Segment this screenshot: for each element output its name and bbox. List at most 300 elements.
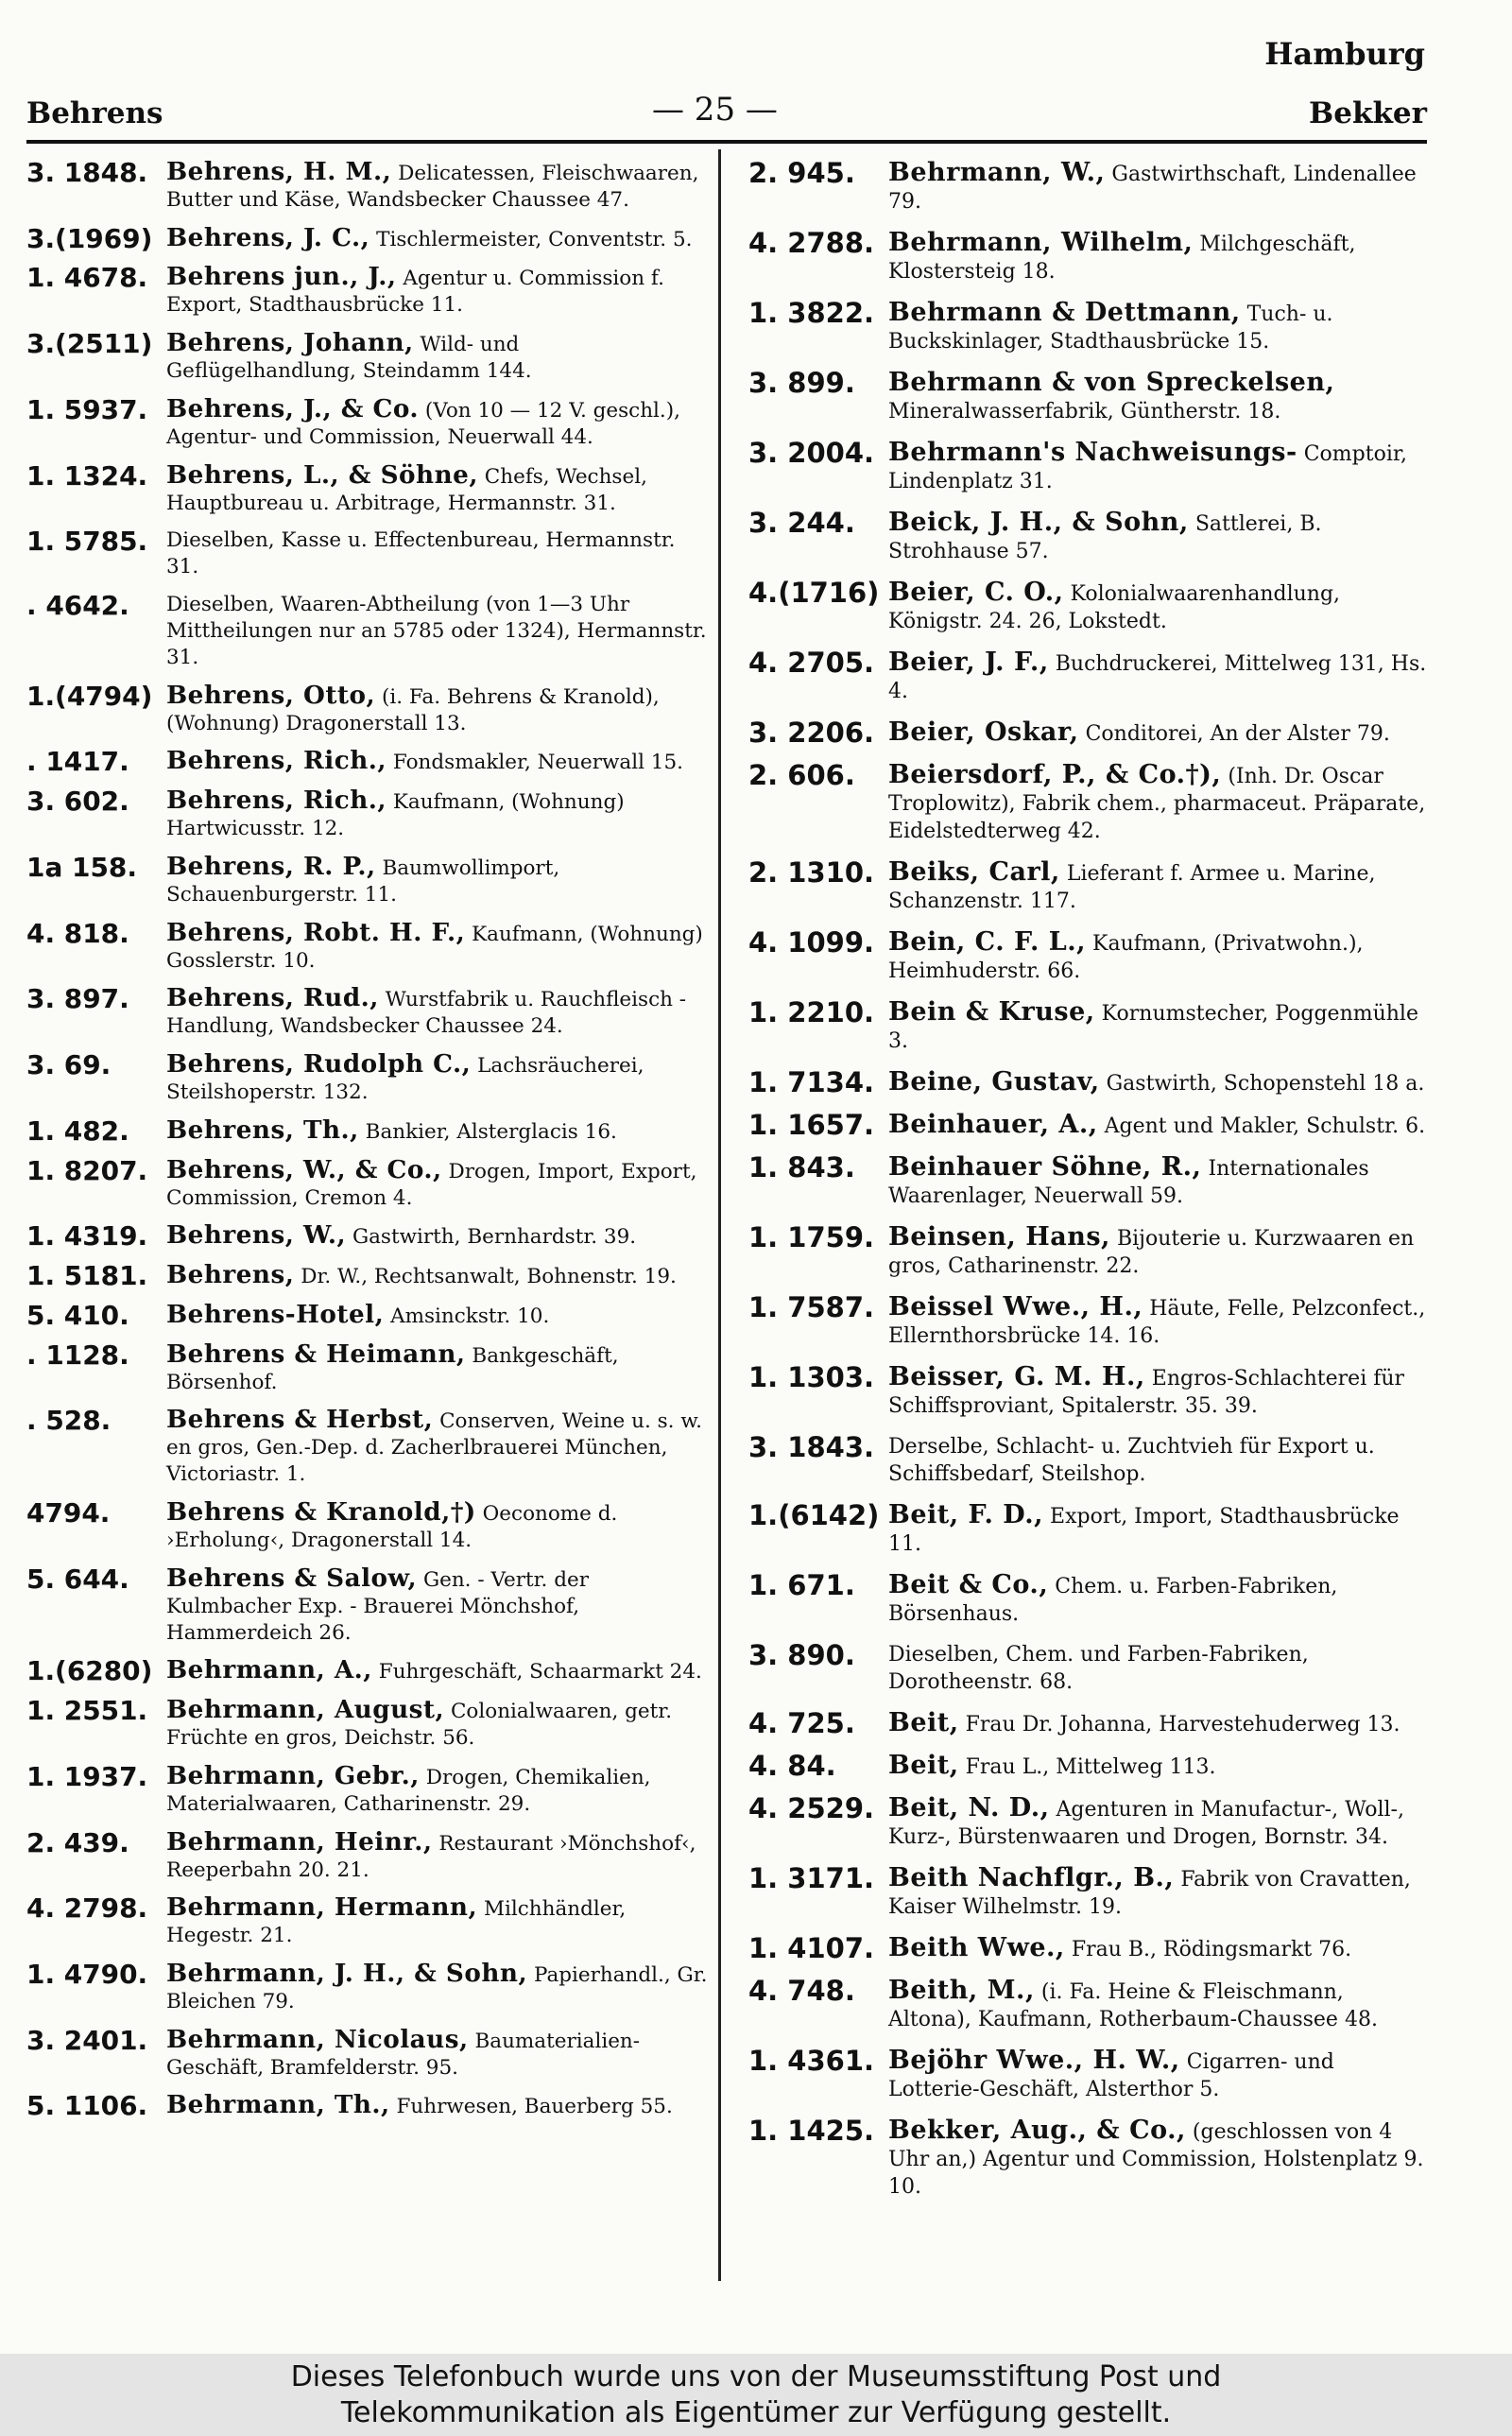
- entry-number: 1. 5785.: [26, 526, 148, 558]
- entry-body: [166, 1499, 709, 1554]
- directory-entry: [748, 858, 1429, 915]
- directory-entry: [26, 264, 709, 319]
- entry-text: Frau L., Mittelweg 113.: [965, 1755, 1216, 1779]
- entry-text: Amsinckstr. 10.: [390, 1304, 550, 1328]
- entry-number: 4794.: [26, 1497, 111, 1529]
- entry-name: Bein, C. F. L.,: [888, 927, 1087, 957]
- entry-name: Beier, J. F.,: [888, 648, 1049, 677]
- directory-entry: [26, 1894, 709, 1949]
- entry-name: Beith Nachflgr., B.,: [888, 1863, 1175, 1892]
- entry-text: Conserven, Weine u. s. w. en gros, Gen.-Dep. d. Zacherlbrauerei München, Victoriastr. 1.: [166, 1409, 703, 1487]
- entry-name: Behrens, Robt. H. F.,: [166, 917, 466, 947]
- entry-name: Behrens, Johann,: [166, 328, 414, 358]
- entry-text: Frau B., Rödingsmarkt 76.: [1071, 1938, 1352, 1961]
- entry-text: Dr. W., Rechtsanwalt, Bohnenstr. 19.: [301, 1265, 677, 1289]
- entry-number: 5. 644.: [26, 1563, 129, 1595]
- entry-name: Behrens, Th.,: [166, 1114, 359, 1145]
- entry-name: Beissel Wwe., H.,: [888, 1292, 1143, 1322]
- directory-entry: [748, 1864, 1429, 1921]
- entry-text: Wild- und Geflügelhandlung, Steindamm 144.: [166, 333, 532, 384]
- directory-entry: [748, 2116, 1429, 2201]
- entry-body: [888, 928, 1429, 985]
- entry-name: Behrens, Otto,: [166, 680, 376, 710]
- entry-body: [888, 858, 1429, 915]
- directory-entry: [26, 527, 709, 580]
- entry-name: Behrmann, Th.,: [166, 2090, 390, 2120]
- entry-name: Behrens, Rud.,: [166, 983, 379, 1013]
- entry-body: [166, 222, 709, 253]
- directory-entry: [26, 159, 709, 214]
- entry-body: [166, 682, 709, 737]
- entry-body: [888, 509, 1429, 565]
- entry-body: [888, 761, 1429, 845]
- directory-entry: [748, 1571, 1429, 1628]
- entry-number: 4. 2529.: [748, 1792, 875, 1824]
- entry-body: [166, 1407, 709, 1488]
- entry-text: Delicatessen, Fleischwaaren, Butter und Käse, Wandsbecker Chaussee 47.: [166, 162, 699, 212]
- entry-text: Kornumstecher, Poggenmühle 3.: [888, 1002, 1418, 1053]
- entry-number: 1a 158.: [26, 851, 137, 883]
- entry-text: Dieselben, Waaren-Abtheilung (von 1—3 Uhr Mittheilungen nur an 5785 oder 1324), Hermannstr. 31.: [166, 593, 707, 669]
- entry-number: 3. 69.: [26, 1049, 112, 1081]
- entry-number: 3. 1843.: [748, 1431, 875, 1463]
- entry-name: Beit & Co.,: [888, 1570, 1049, 1599]
- entry-body: [166, 1051, 709, 1106]
- header-rule: [26, 140, 1427, 144]
- entry-body: [166, 1826, 709, 1884]
- entry-name: Behrens, W., & Co.,: [166, 1154, 442, 1184]
- entry-body: [166, 985, 709, 1040]
- entry-body: [166, 1760, 709, 1818]
- entry-number: 5. 410.: [26, 1299, 129, 1331]
- entry-name: Beier, C. O.,: [888, 578, 1064, 607]
- entry-text: Lieferant f. Armee u. Marine, Schanzenstr. 117.: [888, 862, 1376, 913]
- entry-body: [888, 648, 1429, 705]
- directory-entry: [748, 998, 1429, 1055]
- entry-name: Behrens & Herbst,: [166, 1405, 434, 1435]
- entry-number: . 528.: [26, 1405, 112, 1437]
- entry-number: 3. 890.: [748, 1639, 855, 1671]
- entry-name: Beinhauer, A.,: [888, 1110, 1098, 1139]
- entry-number: 1. 1759.: [748, 1221, 875, 1253]
- entry-number: 3.(2511): [26, 328, 153, 360]
- entry-body: [888, 1571, 1429, 1628]
- page-number: — 25 —: [652, 91, 778, 129]
- left-keyword: Behrens: [26, 96, 163, 130]
- entry-text: Gen. - Vertr. der Kulmbacher Exp. - Brauerei Mönchshof, Hammerdeich 26.: [166, 1567, 589, 1645]
- directory-entry: [748, 2047, 1429, 2103]
- entry-text: Conditorei, An der Alster 79.: [1085, 722, 1390, 746]
- entry-text: Fuhrwesen, Bauerberg 55.: [396, 2095, 673, 2119]
- entry-text: Bankgeschäft, Börsenhof.: [166, 1343, 619, 1394]
- entry-body: [888, 2116, 1429, 2201]
- entry-text: Wurstfabrik u. Rauchfleisch - Handlung, Wandsbecker Chaussee 24.: [166, 988, 687, 1039]
- entry-number: 1. 5181.: [26, 1260, 148, 1292]
- directory-entry: [748, 761, 1429, 845]
- entry-text: Chem. u. Farben-Fabriken, Börsenhaus.: [888, 1575, 1338, 1626]
- entry-name: Beiks, Carl,: [888, 857, 1060, 887]
- directory-entry: [748, 369, 1429, 425]
- directory-entry: [748, 1433, 1429, 1488]
- directory-entry: [748, 1111, 1429, 1140]
- entry-name: Beiersdorf, P., & Co.†),: [888, 760, 1222, 789]
- entry-body: [888, 1068, 1429, 1097]
- entry-body: [166, 2024, 709, 2082]
- entry-text: (i. Fa. Heine & Fleischmann, Altona), Kaufmann, Rotherbaum-Chaussee 48.: [888, 1980, 1378, 2031]
- entry-text: Tuch- u. Buckskinlager, Stadthausbrücke 15.: [888, 302, 1333, 354]
- entry-text: Chefs, Wechsel, Hauptbureau u. Arbitrage, Hermannstr. 31.: [166, 464, 647, 515]
- entry-text: (geschlossen von 4 Uhr an,) Agentur und Commission, Holstenplatz 9. 10.: [888, 2120, 1424, 2199]
- directory-entry: [748, 648, 1429, 705]
- entry-name: Beick, J. H., & Sohn,: [888, 508, 1189, 537]
- entry-body: [166, 592, 709, 671]
- entry-number: 1. 482.: [26, 1114, 129, 1147]
- entry-number: 4. 84.: [748, 1750, 836, 1782]
- directory-entry: [26, 1299, 709, 1331]
- entry-text: Mineralwasserfabrik, Güntherstr. 18.: [888, 400, 1281, 423]
- entry-body: [166, 159, 709, 214]
- entry-name: Beisser, G. M. H.,: [888, 1362, 1145, 1391]
- entry-body: [166, 1154, 709, 1212]
- directory-entry: [26, 459, 709, 517]
- entry-text: Engros-Schlachterei für Schiffsproviant, Spitalerstr. 35. 39.: [888, 1367, 1405, 1418]
- entry-body: [166, 787, 709, 842]
- entry-number: 3. 2401.: [26, 2024, 148, 2056]
- entry-text: Fuhrgeschäft, Schaarmarkt 24.: [378, 1660, 702, 1684]
- entry-text: Kolonialwaarenhandlung, Königstr. 24. 26, Lokstedt.: [888, 582, 1341, 633]
- entry-text: Colonialwaaren, getr. Früchte en gros, Deichstr. 56.: [166, 1700, 673, 1751]
- column-divider: [718, 149, 721, 2281]
- entry-name: Behrmann, W.,: [888, 158, 1106, 187]
- entry-body: [166, 851, 709, 908]
- entry-text: Häute, Felle, Pelzconfect., Ellernthorsbrücke 14. 16.: [888, 1297, 1426, 1348]
- entry-text: Frau Dr. Johanna, Harvestehuderweg 13.: [965, 1713, 1400, 1736]
- entry-text: Cigarren- und Lotterie-Geschäft, Alsterthor 5.: [888, 2050, 1334, 2101]
- entry-text: Sattlerei, B. Strohhause 57.: [888, 512, 1322, 563]
- entry-name: Behrmann, Heinr.,: [166, 1826, 433, 1857]
- entry-body: [888, 579, 1429, 635]
- directory-entry: [748, 159, 1429, 216]
- directory-entry: [26, 1961, 709, 2015]
- entry-number: 1. 5937.: [26, 393, 148, 425]
- entry-number: 1.(6142): [748, 1499, 880, 1531]
- entry-body: [166, 459, 709, 517]
- entry-body: [166, 748, 709, 776]
- entry-name: Behrens, Rudolph C.,: [166, 1049, 472, 1080]
- entry-name: Beinsen, Hans,: [888, 1222, 1110, 1252]
- entry-name: Bekker, Aug., & Co.,: [888, 2116, 1186, 2145]
- entry-number: 1. 671.: [748, 1569, 855, 1601]
- entry-body: [166, 527, 709, 580]
- entry-name: Behrens,: [166, 1260, 295, 1290]
- entry-text: Oeconome d. ›Erholung‹, Dragonerstall 14.: [166, 1502, 618, 1552]
- entry-name: Beier, Oskar,: [888, 717, 1079, 747]
- directory-entry: [748, 229, 1429, 285]
- entry-body: [888, 369, 1429, 425]
- directory-entry: [748, 1977, 1429, 2033]
- entry-number: 4. 818.: [26, 917, 129, 949]
- directory-entry: [26, 1826, 709, 1884]
- entry-text: Derselbe, Schlacht- u. Zuchtvieh für Export u. Schiffsbedarf, Steilshop.: [888, 1435, 1375, 1486]
- entry-name: Behrmann & Dettmann,: [888, 298, 1241, 327]
- entry-name: Bein & Kruse,: [888, 997, 1095, 1027]
- entry-text: Papierhandl., Gr. Bleichen 79.: [166, 1963, 708, 2013]
- entry-number: 1. 7134.: [748, 1066, 875, 1098]
- left-column: [26, 159, 709, 2132]
- entry-name: Behrens, Rich.,: [166, 786, 387, 816]
- directory-entry: [748, 1641, 1429, 1696]
- entry-number: 3. 2206.: [748, 717, 875, 749]
- entry-body: [166, 2092, 709, 2120]
- entry-number: 4. 2705.: [748, 647, 875, 679]
- entry-number: 1. 1303.: [748, 1361, 875, 1393]
- entry-text: Comptoir, Lindenplatz 31.: [888, 442, 1407, 493]
- entry-number: 1. 1425.: [748, 2115, 875, 2147]
- entry-body: [888, 1794, 1429, 1851]
- entry-body: [888, 1501, 1429, 1558]
- entry-number: 1. 3171.: [748, 1862, 875, 1894]
- entry-number: 1. 2551.: [26, 1695, 148, 1727]
- entry-number: 1. 1324.: [26, 459, 148, 492]
- directory-entry: [26, 682, 709, 737]
- right-keyword: Bekker: [1309, 96, 1427, 130]
- entry-number: 1. 4107.: [748, 1932, 875, 1964]
- entry-name: Beit,: [888, 1751, 959, 1780]
- entry-body: [888, 998, 1429, 1055]
- entry-number: 4. 748.: [748, 1975, 855, 2007]
- entry-text: Dieselben, Chem. und Farben-Fabriken, Dorotheenstr. 68.: [888, 1643, 1309, 1694]
- entry-number: 1. 2210.: [748, 996, 875, 1028]
- footer-line-1: Dieses Telefonbuch wurde uns von der Museumsstiftung Post und: [290, 2360, 1222, 2393]
- directory-entry: [26, 592, 709, 671]
- directory-entry: [748, 1501, 1429, 1558]
- entry-name: Beit, F. D.,: [888, 1500, 1044, 1529]
- entry-text: Buchdruckerei, Mittelweg 131, Hs. 4.: [888, 652, 1427, 703]
- entry-body: [888, 229, 1429, 285]
- entry-body: [166, 1299, 709, 1330]
- entry-number: 2. 606.: [748, 759, 855, 791]
- directory-entry: [26, 393, 709, 451]
- directory-entry: [26, 1262, 709, 1290]
- entry-number: 1. 4678.: [26, 262, 148, 294]
- directory-entry: [26, 2024, 709, 2082]
- entry-number: 3. 1848.: [26, 157, 148, 188]
- entry-number: 2. 945.: [748, 157, 855, 189]
- entry-name: Behrens & Salow,: [166, 1563, 418, 1593]
- entry-name: Behrmann & von Spreckelsen,: [888, 368, 1335, 397]
- directory-entry: [748, 1223, 1429, 1280]
- entry-name: Behrmann, August,: [166, 1695, 445, 1725]
- entry-body: [888, 1752, 1429, 1781]
- entry-body: [166, 1961, 709, 2015]
- entry-name: Behrens, R. P.,: [166, 851, 376, 881]
- entry-text: Fondsmakler, Neuerwall 15.: [392, 751, 683, 775]
- entry-body: [888, 299, 1429, 355]
- entry-name: Beith Wwe.,: [888, 1933, 1065, 1962]
- entry-text: (i. Fa. Behrens & Kranold), (Wohnung) Dragonerstall 13.: [166, 684, 660, 735]
- entry-number: 4. 1099.: [748, 926, 875, 959]
- entry-body: [888, 1864, 1429, 1921]
- entry-body: [888, 2047, 1429, 2103]
- directory-entry: [26, 851, 709, 908]
- entry-text: Gastwirth, Schopenstehl 18 a.: [1106, 1072, 1425, 1096]
- entry-text: Drogen, Chemikalien, Materialwaaren, Catharinenstr. 29.: [166, 1765, 651, 1816]
- entry-name: Behrmann, Hermann,: [166, 1892, 478, 1923]
- directory-entry: [26, 985, 709, 1040]
- entry-name: Behrens, L., & Söhne,: [166, 459, 478, 490]
- entry-text: Gastwirthschaft, Lindenallee 79.: [888, 163, 1417, 214]
- entry-body: [888, 1293, 1429, 1350]
- directory-entry: [748, 718, 1429, 748]
- directory-entry: [26, 222, 709, 254]
- directory-entry: [748, 1363, 1429, 1420]
- entry-text: Restaurant ›Mönchshof‹, Reeperbahn 20. 21.: [166, 1831, 696, 1882]
- entry-number: 1. 3822.: [748, 297, 875, 329]
- entry-text: Milchgeschäft, Klostersteig 18.: [888, 233, 1356, 284]
- right-column: [748, 159, 1429, 2214]
- entry-body: [888, 1977, 1429, 2033]
- entry-text: Drogen, Import, Export, Commission, Cremon 4.: [166, 1159, 697, 1210]
- entry-body: [166, 1657, 709, 1685]
- entry-body: [888, 1641, 1429, 1696]
- entry-name: Behrmann, A.,: [166, 1655, 372, 1685]
- entry-text: Tischlermeister, Conventstr. 5.: [376, 227, 693, 251]
- entry-number: 3. 244.: [748, 507, 855, 539]
- entry-number: 2. 439.: [26, 1826, 129, 1858]
- entry-name: Behrens-Hotel,: [166, 1299, 385, 1329]
- directory-entry: [748, 1293, 1429, 1350]
- entry-body: [888, 439, 1429, 495]
- entry-number: 3. 602.: [26, 786, 129, 818]
- entry-text: Lachsräucherei, Steilshoperstr. 132.: [166, 1054, 644, 1105]
- directory-entry: [748, 1709, 1429, 1738]
- directory-entry: [748, 1068, 1429, 1097]
- entry-number: . 1128.: [26, 1339, 129, 1371]
- directory-entry: [26, 917, 709, 975]
- entry-number: 1. 8207.: [26, 1154, 148, 1186]
- entry-name: Beit,: [888, 1708, 959, 1737]
- entry-number: 1.(6280): [26, 1655, 153, 1687]
- entry-body: [166, 1341, 709, 1396]
- entry-number: 1. 1657.: [748, 1109, 875, 1141]
- directory-entry: [748, 1153, 1429, 1210]
- entry-name: Behrens, J., & Co.: [166, 393, 420, 423]
- directory-entry: [26, 1697, 709, 1752]
- directory-entry: [748, 1934, 1429, 1963]
- entry-text: Bijouterie u. Kurzwaaren en gros, Catharinenstr. 22.: [888, 1227, 1415, 1278]
- entry-body: [166, 330, 709, 385]
- directory-entry: [748, 928, 1429, 985]
- entry-body: [888, 1433, 1429, 1488]
- entry-number: 1.(4794): [26, 680, 153, 712]
- directory-entry: [26, 1114, 709, 1147]
- entry-body: [888, 1153, 1429, 1210]
- entry-body: [888, 1111, 1429, 1140]
- entry-body: [888, 1934, 1429, 1963]
- entry-number: 1. 7587.: [748, 1291, 875, 1323]
- entry-text: Baumaterialien-Geschäft, Bramfelderstr. 95.: [166, 2029, 641, 2080]
- entry-name: Behrmann, Wilhelm,: [888, 228, 1194, 257]
- entry-body: [166, 393, 709, 451]
- entry-name: Behrens, J. C.,: [166, 222, 370, 252]
- entry-text: Agenturen in Manufactur-, Woll-, Kurz-, Bürstenwaaren und Drogen, Bornstr. 34.: [888, 1798, 1404, 1849]
- directory-entry: [26, 330, 709, 385]
- entry-number: 5. 1106.: [26, 2090, 148, 2122]
- entry-number: . 4642.: [26, 590, 129, 622]
- entry-name: Behrens & Kranold,†): [166, 1497, 476, 1527]
- entry-name: Beit, N. D.,: [888, 1793, 1050, 1823]
- entry-name: Behrens & Heimann,: [166, 1339, 466, 1369]
- entry-number: . 1417.: [26, 746, 129, 778]
- directory-entry: [748, 1752, 1429, 1781]
- entry-number: 4.(1716): [748, 577, 880, 609]
- entry-body: [166, 1222, 709, 1251]
- entry-body: [888, 1709, 1429, 1738]
- entry-name: Behrens, H. M.,: [166, 157, 392, 186]
- entry-body: [888, 1363, 1429, 1420]
- footer-line-2: Telekommunikation als Eigentümer zur Verfügung gestellt.: [340, 2396, 1172, 2429]
- entry-number: 3. 2004.: [748, 437, 875, 469]
- entry-number: 2. 1310.: [748, 856, 875, 889]
- directory-entry: [26, 1760, 709, 1818]
- entry-name: Beine, Gustav,: [888, 1067, 1100, 1097]
- entry-body: [166, 917, 709, 975]
- entry-body: [166, 1894, 709, 1949]
- directory-entry: [26, 1341, 709, 1396]
- entry-name: Behrens, Rich.,: [166, 746, 387, 776]
- directory-entry: [26, 1222, 709, 1251]
- entry-body: [888, 1223, 1429, 1280]
- directory-entry: [748, 299, 1429, 355]
- entry-name: Behrmann's Nachweisungs-: [888, 438, 1297, 467]
- entry-name: Behrmann, Gebr.,: [166, 1760, 420, 1790]
- entry-body: [166, 264, 709, 319]
- entry-text: Baumwollimport, Schauenburgerstr. 11.: [166, 855, 560, 907]
- directory-entry: [748, 1794, 1429, 1851]
- directory-entry: [26, 2092, 709, 2120]
- entry-body: [888, 718, 1429, 748]
- entry-body: [166, 1262, 709, 1290]
- entry-text: Fabrik von Cravatten, Kaiser Wilhelmstr. 19.: [888, 1868, 1411, 1919]
- entry-number: 1. 4790.: [26, 1959, 148, 1991]
- entry-number: 3.(1969): [26, 222, 153, 254]
- directory-entry: [26, 748, 709, 776]
- entry-body: [888, 159, 1429, 216]
- entry-text: (Von 10 — 12 V. geschl.), Agentur- und Commission, Neuerwall 44.: [166, 398, 680, 449]
- entry-text: Milchhändler, Hegestr. 21.: [166, 1897, 627, 1948]
- entry-body: [166, 1697, 709, 1752]
- entry-text: Agentur u. Commission f. Export, Stadthausbrücke 11.: [166, 267, 664, 318]
- entry-text: Bankier, Alsterglacis 16.: [365, 1119, 617, 1144]
- entry-text: Export, Import, Stadthausbrücke 11.: [888, 1505, 1400, 1556]
- directory-entry: [748, 509, 1429, 565]
- entry-number: 3. 897.: [26, 983, 129, 1015]
- directory-entry: [26, 1154, 709, 1212]
- entry-number: 1. 4361.: [748, 2045, 875, 2077]
- entry-name: Behrens jun., J.,: [166, 262, 397, 292]
- entry-text: Gastwirth, Bernhardstr. 39.: [352, 1225, 637, 1250]
- entry-text: Kaufmann, (Wohnung) Hartwicusstr. 12.: [166, 790, 625, 841]
- entry-name: Behrens, W.,: [166, 1220, 347, 1251]
- entry-number: 4. 2788.: [748, 227, 875, 259]
- entry-text: Kaufmann, (Wohnung) Gosslerstr. 10.: [166, 922, 703, 973]
- entry-name: Beith, M.,: [888, 1976, 1035, 2005]
- entry-body: [166, 1114, 709, 1146]
- footer-notice: [0, 2354, 1512, 2436]
- entry-number: 3. 899.: [748, 367, 855, 399]
- entry-text: Agent und Makler, Schulstr. 6.: [1104, 1114, 1426, 1138]
- city-heading: Hamburg: [1264, 36, 1425, 72]
